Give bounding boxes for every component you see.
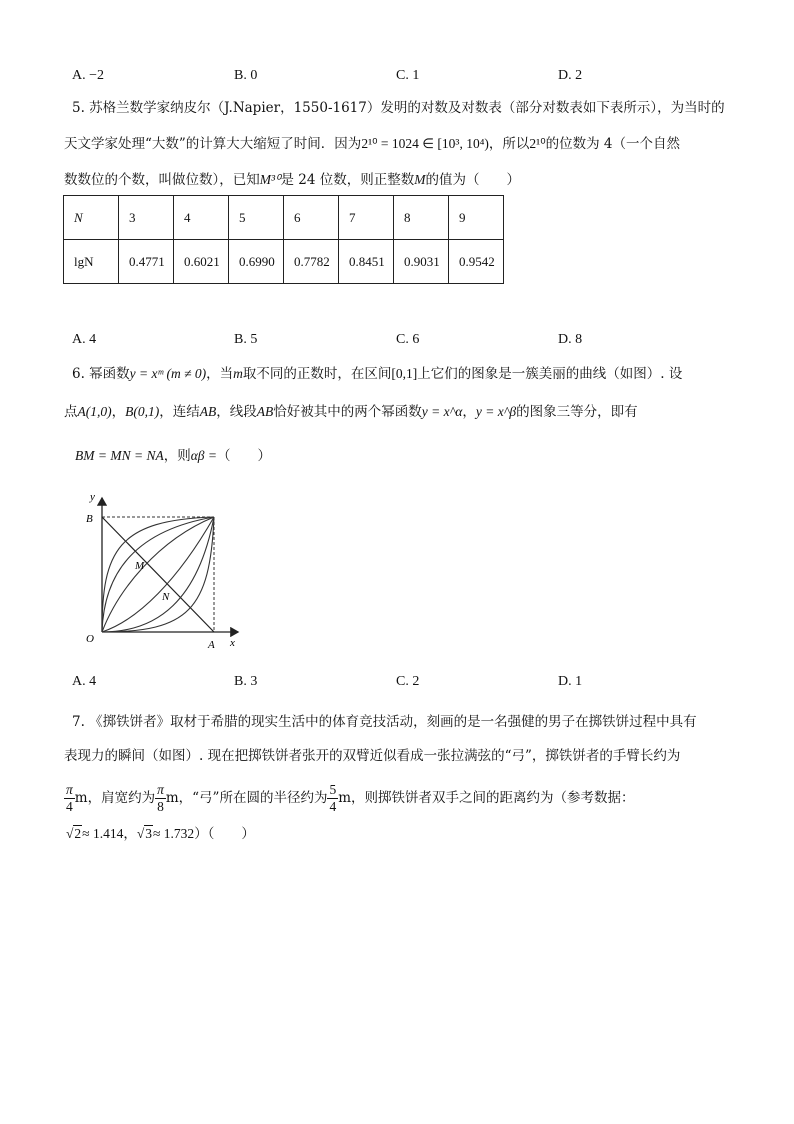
q5-option-a: A. 4: [72, 332, 97, 347]
q4-option-d: D. 2: [558, 68, 583, 83]
table-cell: 5: [229, 196, 284, 240]
q6-option-c: C. 2: [396, 674, 420, 689]
table-head-lg: lgN: [64, 240, 119, 284]
q6-option-d: D. 1: [558, 674, 583, 689]
label-a: A: [208, 639, 215, 651]
q5-line-2: 天文学家处理“大数”的计算大大缩短了时间．因为2¹⁰ = 1024 ∈ [10³, 10⁴)，所以2¹⁰的位数为 4（一个自然: [64, 136, 680, 152]
power-function-figure: [78, 490, 248, 652]
table-head-n: N: [64, 196, 119, 240]
q7-line-2: 表现力的瞬间（如图）. 现在把掷铁饼者张开的双臂近似看成一张拉满弦的“弓”，掷铁饼者的手臂长约为: [64, 748, 681, 764]
table-cell: 4: [174, 196, 229, 240]
q5-option-b: B. 5: [234, 332, 258, 347]
q6-line-2: 点A(1,0)，B(0,1)，连结AB，线段AB恰好被其中的两个幂函数y = x^α，y = x^β的图象三等分，即有: [64, 404, 638, 420]
table-cell: 7: [339, 196, 394, 240]
arm-fraction: $\frac{\pi}{4}$: [66, 781, 73, 814]
q7-line-3: $\frac{\pi}{4}$ m，肩宽约为 $\frac{\pi}{8}$ m，“弓”所在圆的半径约为 $\frac{5}{4}$ m，则掷铁饼者双手之间的距离约为（参考数据：: [66, 781, 635, 814]
q4-option-a: A. −2: [72, 68, 105, 83]
table-cell: 0.6021: [174, 240, 229, 284]
q6-option-b: B. 3: [234, 674, 258, 689]
table-cell: 0.6990: [229, 240, 284, 284]
table-row-n: [64, 196, 504, 240]
table-cell: 0.7782: [284, 240, 339, 284]
label-n: N: [162, 591, 170, 603]
q5-option-d: D. 8: [558, 332, 583, 347]
table-row-lg: [64, 240, 504, 284]
q5-option-c: C. 6: [396, 332, 420, 347]
table-cell: 6: [284, 196, 339, 240]
q6-option-a: A. 4: [72, 674, 97, 689]
q4-option-b: B. 0: [234, 68, 258, 83]
q4-option-c: C. 1: [396, 68, 420, 83]
shoulder-fraction: $\frac{\pi}{8}$: [157, 781, 164, 814]
label-y: y: [90, 491, 95, 503]
table-cell: 8: [394, 196, 449, 240]
q5-line-3: 数数位的个数，叫做位数），已知M³⁰是 24 位数，则正整数M的值为（ ）: [64, 172, 520, 188]
radius-fraction: $\frac{5}{4}$: [329, 781, 337, 814]
table-cell: 3: [119, 196, 174, 240]
q6-line-1: 6. 幂函数y = xᵐ (m ≠ 0)，当m取不同的正数时，在区间[0,1]上它们的图象是一簇美丽的曲线（如图）. 设: [72, 366, 683, 382]
sqrt3: √3: [136, 826, 153, 841]
table-cell: 0.8451: [339, 240, 394, 284]
sqrt2: √2: [66, 826, 82, 841]
q5-line-1: 5. 苏格兰数学家纳皮尔（J.Napier，1550-1617）发明的对数及对数表（部分对数表如下表所示），为当时的: [72, 100, 725, 116]
label-b: B: [86, 513, 93, 525]
table-cell: 0.9542: [449, 240, 504, 284]
q5-math-power: 2¹⁰ = 1024 ∈ [10³, 10⁴): [361, 136, 489, 151]
q7-line-1: 7. 《掷铁饼者》取材于希腊的现实生活中的体育竞技活动，刻画的是一名强健的男子在掷铁饼过程中具有: [72, 714, 697, 730]
label-x: x: [230, 637, 235, 649]
label-m: M: [135, 560, 145, 572]
table-cell: 9: [449, 196, 504, 240]
log-table: [63, 195, 504, 284]
table-cell: 0.4771: [119, 240, 174, 284]
segment-ab: [102, 517, 214, 632]
q6-line-3: BM = MN = NA，则αβ =（ ）: [75, 448, 272, 464]
label-o: O: [86, 633, 94, 645]
q7-line-4: √2≈ 1.414，√3≈ 1.732）（ ）: [66, 826, 255, 842]
table-cell: 0.9031: [394, 240, 449, 284]
